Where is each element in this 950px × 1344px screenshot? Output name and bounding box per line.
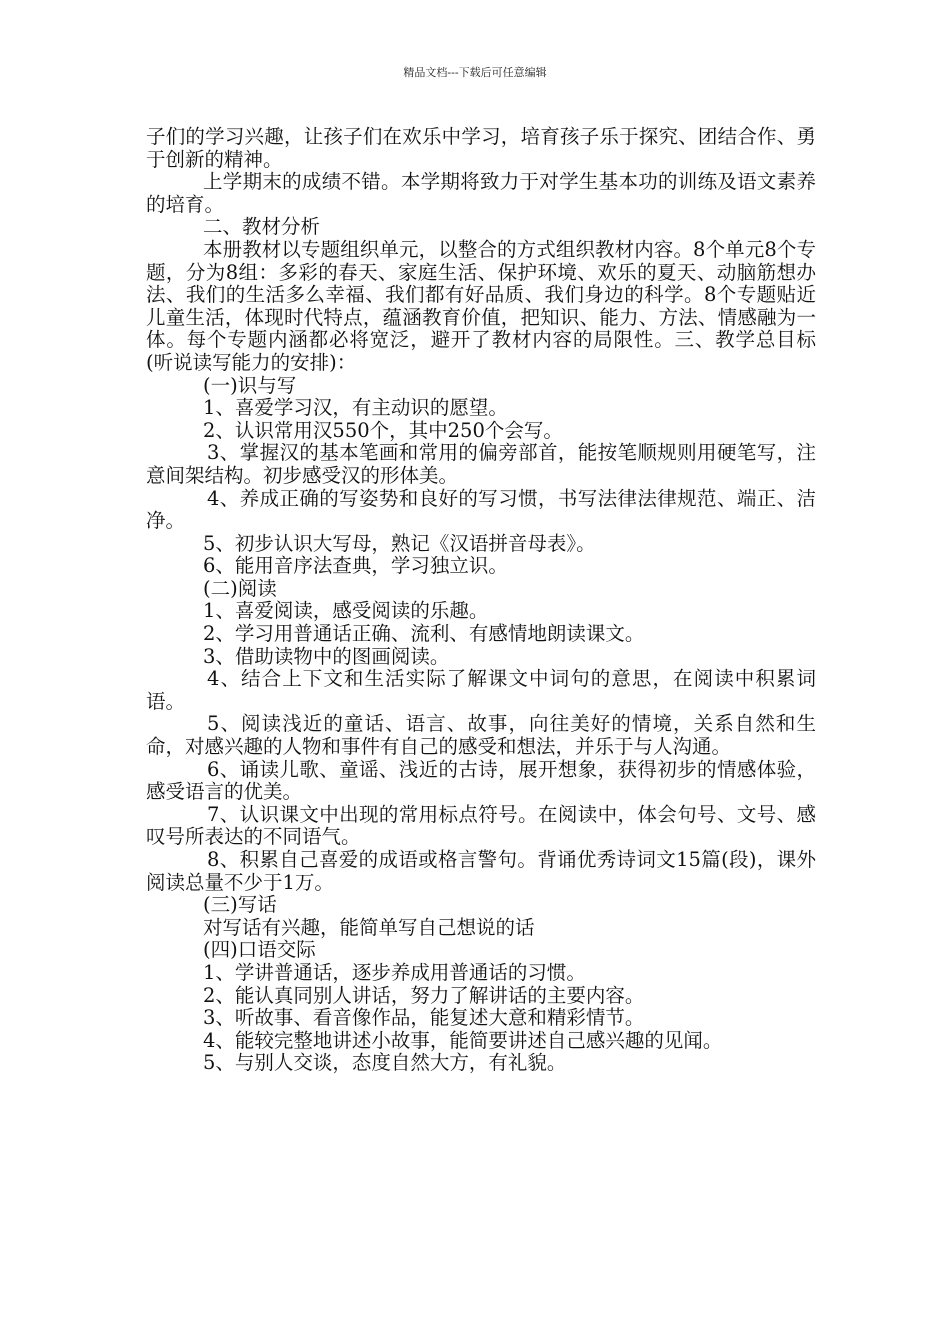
list-item-reading-4: 4、结合上下文和生活实际了解课文中词句的意思，在阅读中积累词语。 <box>146 667 816 713</box>
subsection-heading-reading: (二)阅读 <box>203 576 277 600</box>
list-item-oral-4: 4、能较完整地讲述小故事，能简要讲述自己感兴趣的见闻。 <box>203 1028 723 1052</box>
list-item-oral-3: 3、听故事、看音像作品，能复述大意和精彩情节。 <box>203 1006 645 1030</box>
paragraph-intro-continued: 子们的学习兴趣，让孩子们在欢乐中学习，培育孩子乐于探究、团结合作、勇于创新的精神。 <box>146 125 816 171</box>
list-item-literacy-5: 5、初步认识大写母，熟记《汉语拼音母表》。 <box>203 531 596 555</box>
list-item-oral-2: 2、能认真同别人讲话，努力了解讲话的主要内容。 <box>203 983 645 1007</box>
list-item-literacy-3: 3、掌握汉的基本笔画和常用的偏旁部首，能按笔顺规则用硬笔写，注意间架结构。初步感受汉的形体美。 <box>146 441 816 487</box>
list-item-reading-5: 5、阅读浅近的童话、语言、故事，向往美好的情境，关系自然和生命，对感兴趣的人物和事件有自己的感受和想法，并乐于与人沟通。 <box>146 712 816 759</box>
paragraph-textbook-analysis: 本册教材以专题组织单元，以整合的方式组织教材内容。8个单元8个专题，分为8组：多彩的春天、家庭生活、保护环境、欢乐的夏天、动脑筋想办法、我们的生活多么幸福、我们都有好品质、我们身边的科学。8个专题贴近儿童生活，体现时代特点，蕴涵教育价值，把知识、能力、方法、情感融为一体。每个专题内涵都必将宽泛，避开了教材内容的局限性。三、教学总目标(听说读写能力的安排)： <box>146 237 816 374</box>
document-body <box>146 126 816 1075</box>
list-item-oral-5: 5、与别人交谈，态度自然大方，有礼貌。 <box>203 1051 567 1075</box>
list-item-literacy-4: 4、养成正确的写姿势和良好的写习惯，书写法律法律规范、端正、洁净。 <box>146 486 816 533</box>
page-header: 精品文档---下载后可任意编辑 <box>403 66 547 79</box>
list-item-reading-3: 3、借助读物中的图画阅读。 <box>203 644 450 668</box>
list-item-reading-2: 2、学习用普通话正确、流利、有感情地朗读课文。 <box>203 622 645 646</box>
subsection-heading-writing: (三)写话 <box>203 893 277 917</box>
list-item-literacy-1: 1、喜爱学习汉，有主动识的愿望。 <box>203 396 508 420</box>
list-item-reading-7: 7、认识课文中出现的常用标点符号。在阅读中，体会句号、文号、感叹号所表达的不同语气。 <box>146 802 816 849</box>
list-item-literacy-2: 2、认识常用汉550个，其中250个会写。 <box>203 418 563 442</box>
paragraph-writing: 对写话有兴趣，能简单写自己想说的话 <box>203 915 535 939</box>
section-heading-textbook-analysis: 二、教材分析 <box>203 215 321 239</box>
subsection-heading-literacy: (一)识与写 <box>203 373 297 397</box>
list-item-oral-1: 1、学讲普通话，逐步养成用普通话的习惯。 <box>203 960 586 984</box>
list-item-reading-8: 8、积累自己喜爱的成语或格言警句。背诵优秀诗词文15篇(段)，课外阅读总量不少于1万。 <box>146 848 816 894</box>
list-item-reading-1: 1、喜爱阅读，感受阅读的乐趣。 <box>203 599 489 623</box>
list-item-reading-6: 6、诵读儿歌、童谣、浅近的古诗，展开想象，获得初步的情感体验，感受语言的优美。 <box>146 757 816 804</box>
list-item-literacy-6: 6、能用音序法查典，学习独立识。 <box>203 554 508 578</box>
subsection-heading-oral-communication: (四)口语交际 <box>203 938 316 962</box>
paragraph-semester-goal: 上学期末的成绩不错。本学期将致力于对学生基本功的训练及语文素养的培育。 <box>146 170 816 216</box>
